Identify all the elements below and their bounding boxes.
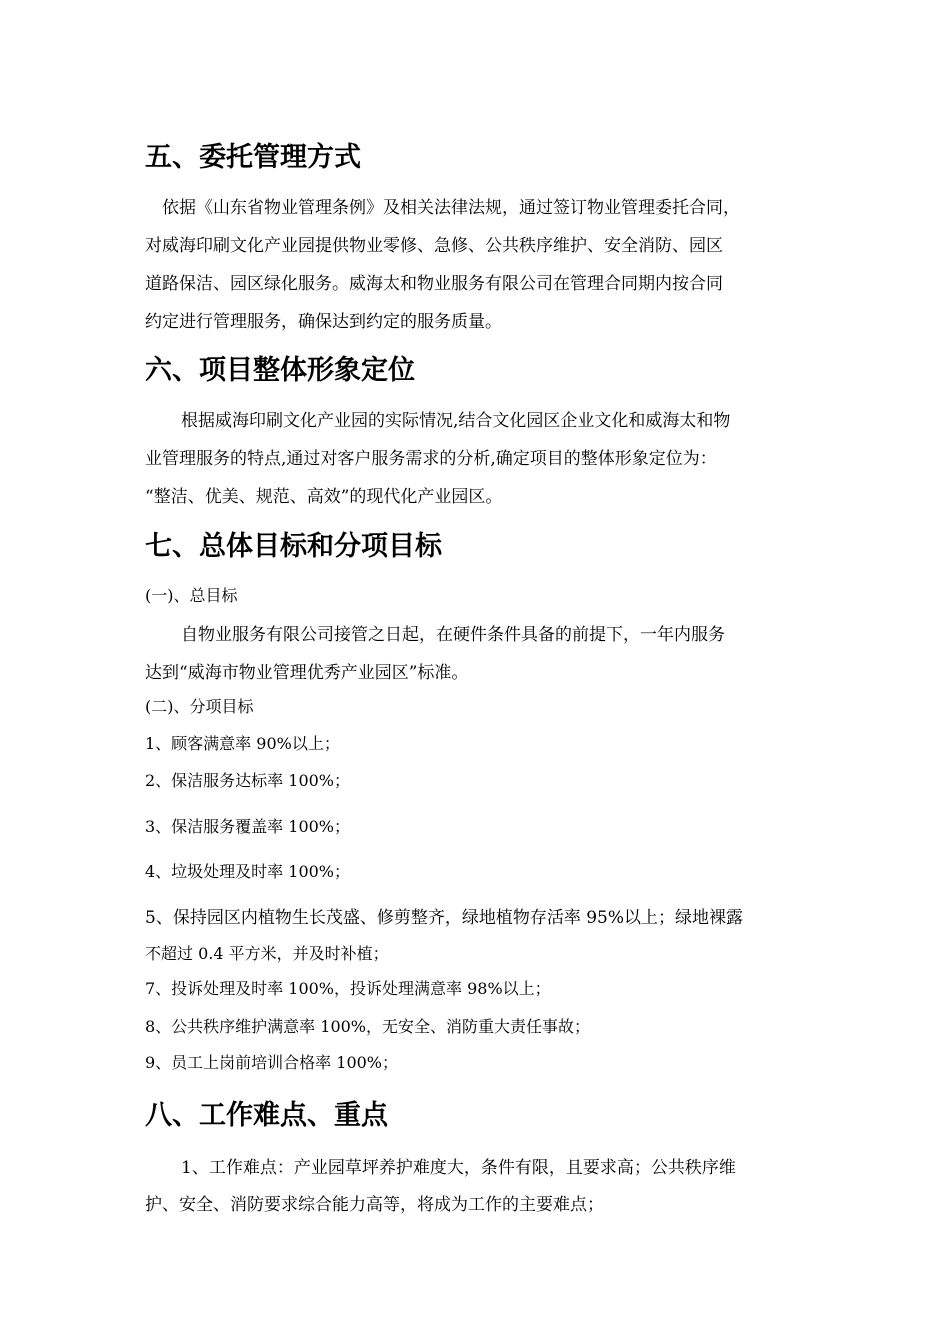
sub-goal-item: 1、顾客满意率 90%以上； — [145, 734, 340, 753]
overall-goal-line: 达到“威海市物业管理优秀产业园区”标准。 — [145, 663, 469, 683]
section-5-paragraph-line: 约定进行管理服务，确保达到约定的服务质量。 — [145, 312, 502, 332]
subheading-sub-goals: (二)、分项目标 — [145, 697, 254, 716]
sub-goal-item: 3、保洁服务覆盖率 100%； — [145, 817, 351, 836]
section-6-heading: 六、项目整体形象定位 — [145, 355, 415, 386]
sub-goal-item: 5、保持园区内植物生长茂盛、修剪整齐，绿地植物存活率 95%以上；绿地裸露 — [145, 908, 744, 928]
section-8-paragraph-line: 护、安全、消防要求综合能力高等，将成为工作的主要难点； — [145, 1195, 604, 1215]
sub-goal-item: 8、公共秩序维护满意率 100%，无安全、消防重大责任事故； — [145, 1017, 591, 1036]
section-5-paragraph-line: 道路保洁、园区绿化服务。威海太和物业服务有限公司在管理合同期内按合同 — [145, 274, 723, 294]
section-6-paragraph-line: 根据威海印刷文化产业园的实际情况,结合文化园区企业文化和威海太和物 — [181, 411, 731, 431]
subheading-overall-goal: (一)、总目标 — [145, 586, 238, 605]
overall-goal-line: 自物业服务有限公司接管之日起，在硬件条件具备的前提下，一年内服务 — [181, 625, 725, 645]
section-8-heading: 八、工作难点、重点 — [145, 1100, 388, 1131]
section-5-paragraph-line: 对威海印刷文化产业园提供物业零修、急修、公共秩序维护、安全消防、园区 — [145, 236, 723, 256]
sub-goal-item: 2、保洁服务达标率 100%； — [145, 771, 351, 790]
section-8-paragraph-line: 1、工作难点：产业园草坪养护难度大，条件有限，且要求高；公共秩序维 — [181, 1158, 736, 1178]
sub-goal-item: 9、员工上岗前培训合格率 100%； — [145, 1053, 399, 1072]
sub-goal-item-continued: 不超过 0.4 平方米，并及时补植； — [145, 944, 389, 963]
sub-goal-item: 4、垃圾处理及时率 100%； — [145, 862, 351, 881]
section-6-paragraph-line: “整洁、优美、规范、高效”的现代化产业园区。 — [145, 487, 503, 507]
section-7-heading: 七、总体目标和分项目标 — [145, 531, 442, 562]
sub-goal-item: 7、投诉处理及时率 100%，投诉处理满意率 98%以上； — [145, 979, 551, 998]
section-5-heading: 五、委托管理方式 — [145, 142, 361, 173]
section-6-paragraph-line: 业管理服务的特点,通过对客户服务需求的分析,确定项目的整体形象定位为： — [145, 449, 717, 469]
section-5-paragraph-line: 依据《山东省物业管理条例》及相关法律法规，通过签订物业管理委托合同， — [162, 198, 740, 218]
